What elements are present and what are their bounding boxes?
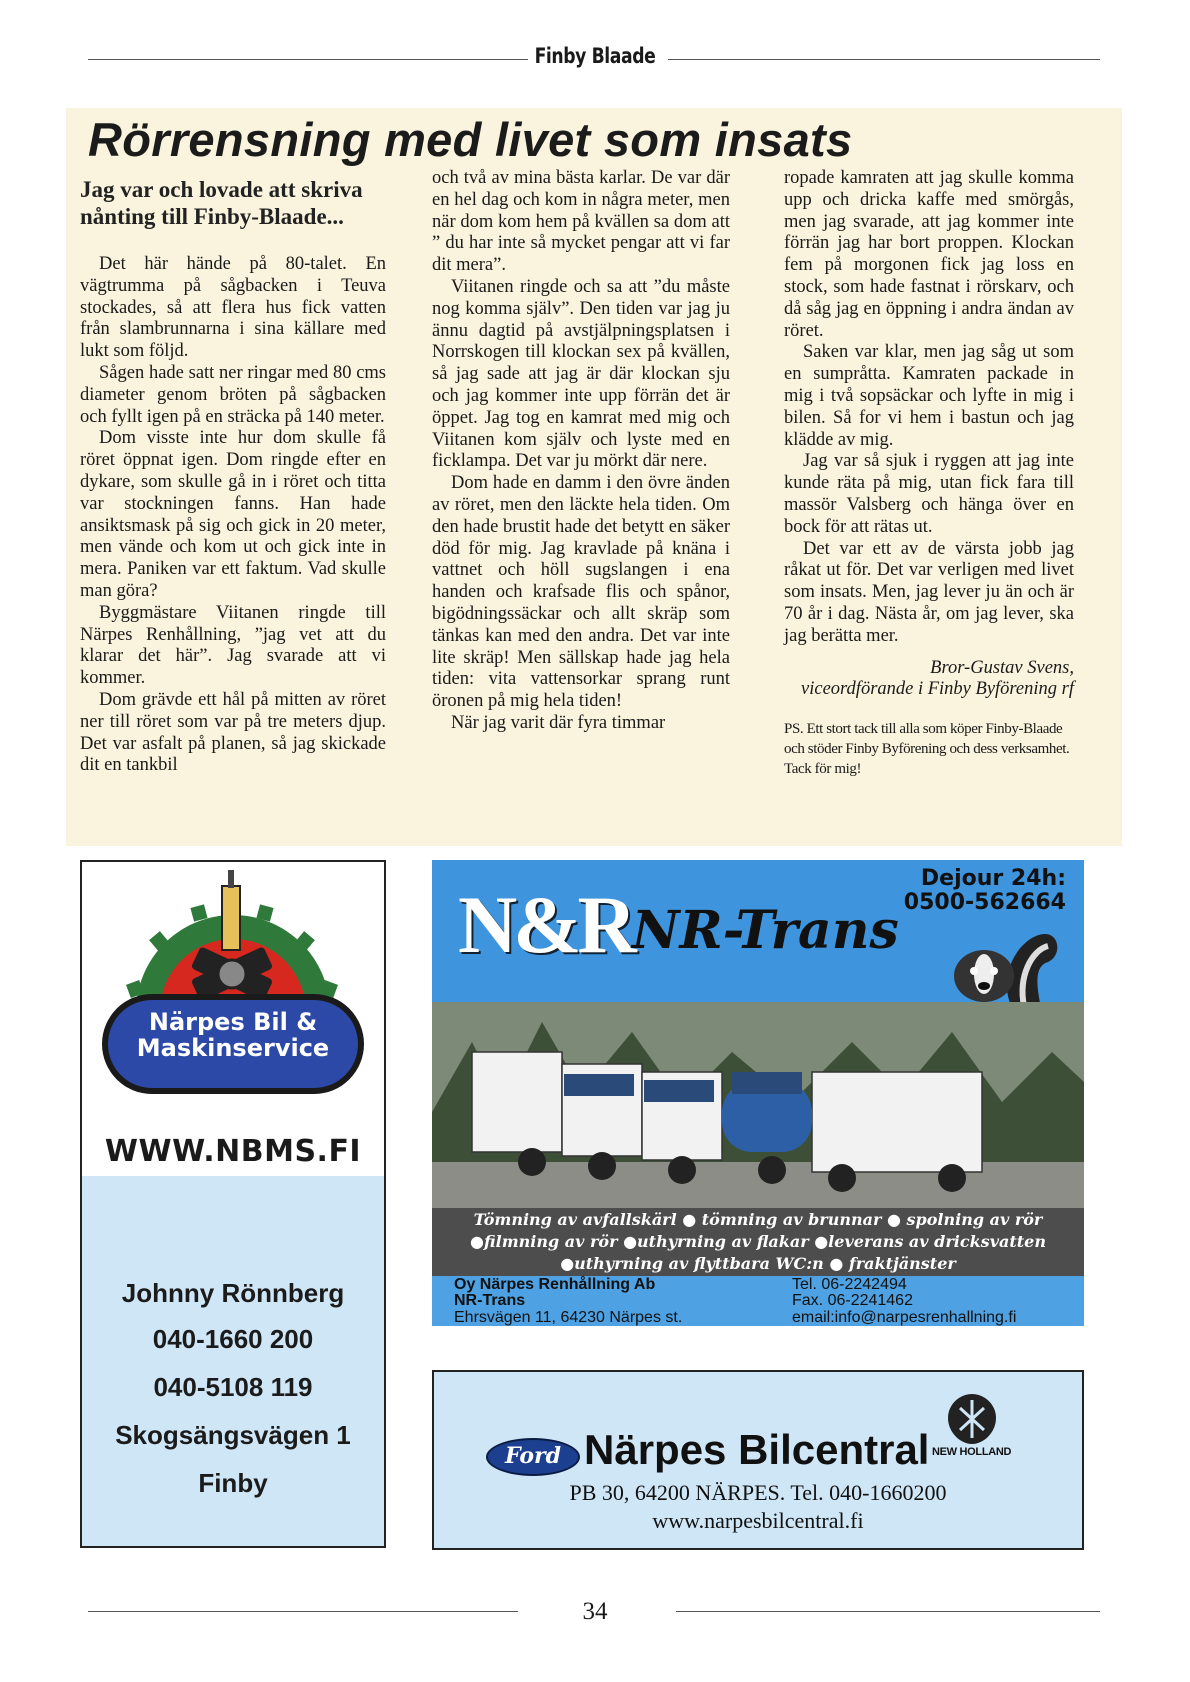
nr-services-line-3: ●uthyrning av flyttbara WC:n ● fraktjänster [560,1254,956,1273]
signature [784,658,1074,702]
nr-address: Ehrsvägen 11, 64230 Närpes st. [454,1309,683,1326]
paragraph: och två av mina bästa karlar. De var där en hel dag och kom in några meter, men när dom kom hem på kvällen sa dom att ” du har inte så mycket pengar att vi far dit mera”. [432,168,730,276]
nr-services-line-2: ●filmning av rör ●uthyrning av flakar ●leverans av dricksvatten [470,1232,1046,1251]
ford-logo-text: Ford [504,1443,562,1469]
ad-logo-area [82,862,384,1176]
article-headline: Rörrensning med livet som insats [88,113,853,166]
paragraph: Byggmästare Viitanen ringde till Närpes Renhållning, ”jag vet att du klarar det här”. Jag svarade att vi kommer. [80,602,386,689]
paragraph: Det här hände på 80-talet. En vägtrumma på sågbacken i Teuva stockades, så att flera hus fick vatten från slambrunnarna i sina källare med lukt som följd. [80,254,386,362]
nbms-phone-1: 040-1660 200 [152,1324,314,1354]
paragraph: Viitanen ringde och sa att ”du måste nog komma själv”. Den tiden var jag ju ännu dagtid på avstjälpningsplatsen i Norrskogen till klockan sex på kvällen, så jag sade att jag är där klockan sju och jag kommer inte upp förrän det är öppet. Jag tog en kamrat med mig och Viitanen kom själv och lyste med en ficklampa. Det var ju mörkt där nere. [432,276,730,472]
signature-title: viceordförande i Finby Byförening rf [801,679,1074,700]
ad-narpes-bil-maskinservice [80,860,386,1548]
nr-trucks-photo [432,1002,1084,1208]
paragraph: Dom grävde ett hål på mitten av röret ner till röret som var på tre meters djup. Det var asfalt på planen, så jag skickade dit en tankbil [80,689,386,776]
nr-logo: N&R [458,879,633,970]
nr-email[interactable]: email:info@narpesrenhallning.fi [792,1309,1017,1326]
paragraph: Dom visste inte hur dom skulle få röret öppnat igen. Dom ringde efter en dykare, som skulle gå in i röret och titta var stockningen fanns. Han hade ansiktsmask på sig och gick in 20 meter, men vände och kom ut och gick inte in mera. Paniken var ett faktum. Vad skulle man göra? [80,428,386,601]
paragraph: När jag varit där fyra timmar [451,712,666,733]
ford-logo-icon [486,1438,580,1476]
article-lead: Jag var och lovade att skriva nånting till Finby-Blaade... [80,177,363,229]
new-holland-text: NEW HOLLAND [932,1446,1012,1458]
ad-nr-trans [432,860,1084,1326]
paragraph: Dom hade en damm i den övre änden av röret, men den läckte hela tiden. Om den hade brustit hade det betytt en säker död för mig. Jag kravlade på knäna i vattnet och höll sugslangen i ena handen och krafsade flis och spånor, bigödningssäckar och allt skräp som tänkas kan med den andra. Det var inte lite skräp! Men sällskap hade jag hela tiden: vita vattensorkar sprang runt öronen på mig hela tiden! [432,473,730,712]
nr-dejour-label: Dejour 24h: [920,866,1066,891]
bilcentral-name: Närpes Bilcentral [584,1426,930,1473]
paragraph: Det var ett av de värsta jobb jag råkat ut för. Det var verligen med livet som insats. Men, jag lever ju än och är 70 år i dag. Nästa år, om jag lever, ska jag berätta mer. [784,538,1074,646]
nr-header [432,860,1084,1002]
publication-title: Finby Blaade [534,44,656,68]
paragraph: Saken var klar, men jag såg ut som en sumpråtta. Kamraten packade in mig i två sopsäckar och lyfte in mig i bilen. Så for vi hem i bastun och jag klädde av mig. [784,342,1074,450]
nr-brand: NR-Trans [454,1292,526,1309]
nbms-website[interactable]: WWW.NBMS.FI [104,1134,362,1169]
nbms-address: Skogsängsvägen 1 [115,1420,351,1450]
trucks-photo-icon [432,1002,1084,1208]
nr-company: Oy Närpes Renhållning Ab [454,1276,656,1293]
paragraph: Sågen hade satt ner ringar med 80 cms diameter genom bröten på sågbacken och fyllt igen på en sträcka på 140 meter. [80,362,386,427]
nr-tel: Tel. 06-2242494 [792,1276,907,1293]
article-column-1 [80,176,386,777]
nr-services-line-1: Tömning av avfallskärl ● tömning av brunnar ● spolning av rör [473,1210,1043,1229]
signature-name: Bror-Gustav Svens, [930,657,1074,678]
nbms-phone-2: 040-5108 119 [153,1372,313,1402]
nbms-logo-line2: Maskinservice [136,1034,330,1062]
ad-narpes-bilcentral [432,1370,1084,1550]
postscript: PS. Ett stort tack till alla som köper Finby-Blaade och stöder Finby Byförening och dess verksamhet. Tack för mig! [784,721,1070,778]
bilcentral-website[interactable]: www.narpesbilcentral.fi [652,1508,864,1533]
paragraph: ropade kamraten att jag skulle komma upp och dricka kaffe med smörgås, men jag svarade, att jag kommer inte förrän jag har bort proppen. Klockan fem på morgonen fick jag loss en stock, som hade fastnat i rörskarv, och då såg jag en öppning i andra ändan av röret. [784,168,1074,341]
nr-script-name: NR-Trans [632,900,899,961]
article-column-3 [784,168,1074,779]
nr-contact-bar [432,1276,1084,1326]
nbms-logo-icon [82,862,384,1102]
page-number: 34 [582,1598,608,1625]
bilcentral-address: PB 30, 64200 NÄRPES. Tel. 040-1660200 [569,1480,947,1505]
nbms-logo-line1: Närpes Bil & [148,1008,318,1036]
article-column-2 [432,168,730,735]
new-holland-leaf-icon [942,1392,1002,1446]
nr-services-banner [432,1208,1084,1276]
nr-fax: Fax. 06-2241462 [792,1292,913,1309]
nbms-contact-name: Johnny Rönnberg [121,1278,345,1308]
nr-dejour-phone: 0500-562664 [903,890,1066,915]
skunk-mascot-icon [924,916,1064,1016]
paragraph: Jag var så sjuk i ryggen att jag inte kunde räta på mig, utan fick fara till massör Valsberg och hänga över en bock för att rätas ut. [784,451,1074,537]
nbms-city: Finby [198,1468,268,1498]
